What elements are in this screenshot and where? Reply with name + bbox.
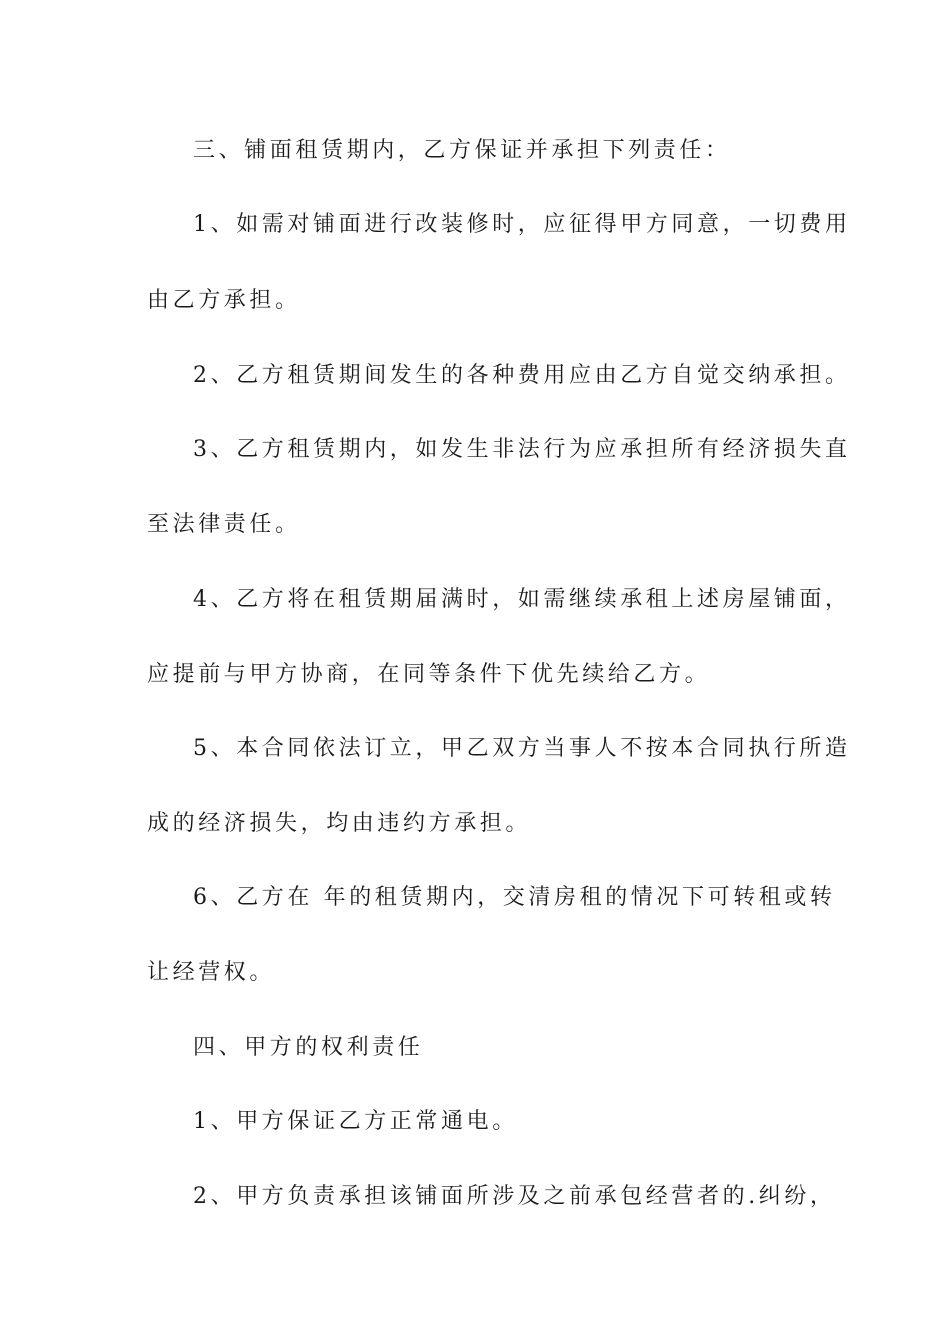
- clause-3-3-line-2: 至法律责任。: [147, 512, 301, 537]
- clause-3-2: 2、乙方租赁期间发生的各种费用应由乙方自觉交纳承担。: [193, 363, 851, 388]
- clause-3-5-line-2: 成的经济损失，均由违约方承担。: [147, 811, 532, 836]
- clause-3-4-line-2: 应提前与甲方协商，在同等条件下优先续给乙方。: [147, 662, 711, 687]
- clause-3-3-line-1: 3、乙方租赁期内，如发生非法行为应承担所有经济损失直: [193, 437, 851, 462]
- clause-3-6-line-2: 让经营权。: [147, 960, 276, 985]
- section-3-heading: 三、铺面租赁期内，乙方保证并承担下列责任：: [193, 138, 731, 163]
- clause-4-1: 1、甲方保证乙方正常通电。: [193, 1109, 518, 1134]
- clause-3-5-line-1: 5、本合同依法订立，甲乙双方当事人不按本合同执行所造: [193, 736, 851, 761]
- section-4-heading: 四、甲方的权利责任: [193, 1035, 424, 1060]
- clause-3-4-line-1: 4、乙方将在租赁期届满时，如需继续承租上述房屋铺面，: [193, 587, 851, 612]
- clause-4-2-line-1: 2、甲方负责承担该铺面所涉及之前承包经营者的.纠纷，: [193, 1184, 836, 1209]
- clause-3-6-line-1: 6、乙方在 年的租赁期内，交清房租的情况下可转租或转: [193, 885, 836, 910]
- clause-3-1-line-2: 由乙方承担。: [147, 288, 301, 313]
- clause-3-1-line-1: 1、如需对铺面进行改装修时，应征得甲方同意，一切费用: [193, 212, 851, 237]
